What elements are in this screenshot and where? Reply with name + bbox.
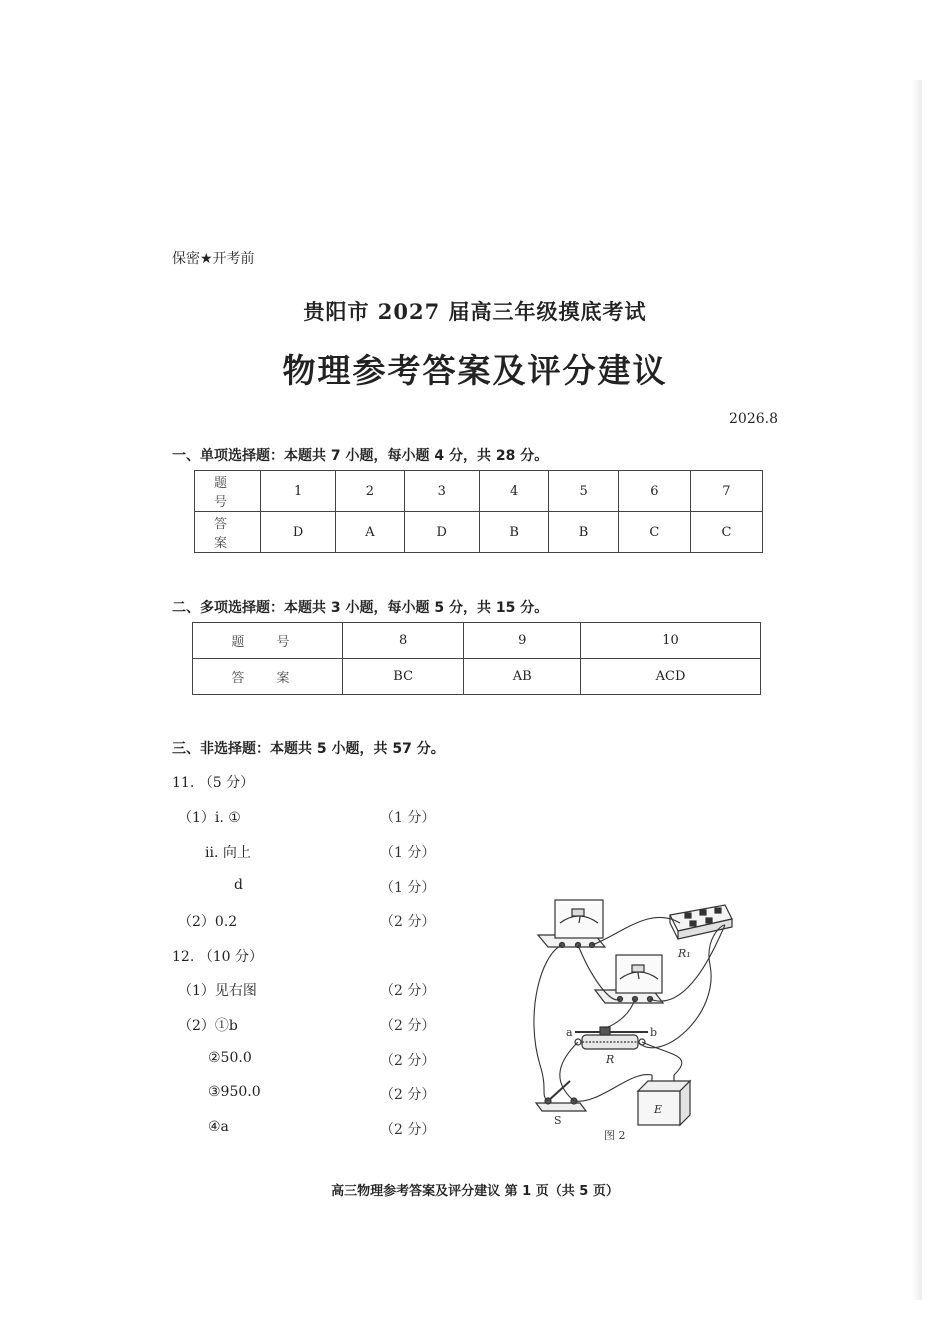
question-number: 5 (549, 471, 618, 512)
question-number: 8 (343, 623, 464, 659)
q11-item-4: （2）0.2 (178, 914, 238, 930)
page-edge-shadow (912, 80, 922, 1300)
table-row (195, 471, 763, 512)
rheostat-icon (575, 1027, 648, 1049)
table-row (193, 659, 761, 695)
ammeter-icon (538, 900, 605, 948)
section3-heading: 三、非选择题：本题共 5 小题，共 57 分。 (172, 741, 445, 757)
figure-caption: 图 2 (604, 1129, 626, 1142)
page-title: 物理参考答案及评分建议 (282, 351, 668, 390)
section1-heading: 一、单项选择题：本题共 7 小题，每小题 4 分，共 28 分。 (172, 448, 549, 464)
q12-item-2-score: （2 分） (380, 1018, 436, 1034)
answer-cell: B (549, 512, 618, 553)
q12-item-1: （1）见右图 (178, 983, 257, 999)
circuit-figure (520, 895, 745, 1145)
q11-item-2-score: （1 分） (380, 845, 436, 861)
row-label: 答 案 (193, 659, 343, 695)
question-number: 2 (336, 471, 404, 512)
q11-item-3-score: （1 分） (380, 880, 436, 896)
label-a: a (566, 1026, 573, 1039)
answer-cell: D (261, 512, 336, 553)
row-label: 答 案 (195, 512, 261, 553)
q11-item-2: ii. 向上 (205, 845, 251, 861)
q12-item-4-score: （2 分） (380, 1087, 436, 1103)
q12-item-4: ③950.0 (208, 1084, 261, 1100)
question-number: 7 (690, 471, 762, 512)
label-e: E (654, 1103, 663, 1116)
q11-title: 11. （5 分） (172, 775, 255, 791)
answer-cell: D (404, 512, 479, 553)
q12-item-1-score: （2 分） (380, 983, 436, 999)
exam-date: 2026.8 (729, 411, 778, 427)
voltmeter-icon (595, 955, 663, 1003)
answer-cell: B (479, 512, 548, 553)
question-number: 1 (261, 471, 336, 512)
q12-item-2: （2）①b (178, 1018, 238, 1034)
page-footer: 高三物理参考答案及评分建议 第 1 页（共 5 页） (331, 1184, 619, 1199)
question-number: 4 (479, 471, 548, 512)
section1-answer-table (194, 470, 763, 553)
section2-heading: 二、多项选择题：本题共 3 小题，每小题 5 分，共 15 分。 (172, 600, 549, 616)
confidential-mark: 保密★开考前 (172, 251, 255, 267)
battery-icon (638, 1075, 690, 1125)
question-number: 9 (464, 623, 581, 659)
q11-item-1: （1）i. ① (178, 810, 241, 826)
label-b: b (650, 1026, 658, 1039)
answer-cell: C (618, 512, 690, 553)
table-row (193, 623, 761, 659)
q11-item-4-score: （2 分） (380, 914, 436, 930)
q11-item-1-score: （1 分） (380, 810, 436, 826)
table-row (195, 512, 763, 553)
q12-item-3-score: （2 分） (380, 1053, 436, 1069)
section2-answer-table (192, 622, 761, 695)
row-label: 题 号 (193, 623, 343, 659)
answer-cell: C (690, 512, 762, 553)
question-number: 3 (404, 471, 479, 512)
row-label: 题 号 (195, 471, 261, 512)
label-r1: R₁ (678, 947, 691, 960)
answer-cell: ACD (581, 659, 761, 695)
answer-cell: AB (464, 659, 581, 695)
q12-item-5: ④a (208, 1119, 229, 1135)
exam-subtitle: 贵阳市 2027 届高三年级摸底考试 (303, 299, 647, 324)
question-number: 10 (581, 623, 761, 659)
q12-item-5-score: （2 分） (380, 1122, 436, 1138)
answer-cell: BC (343, 659, 464, 695)
q12-title: 12. （10 分） (172, 949, 263, 965)
answer-cell: A (336, 512, 404, 553)
label-s: S (554, 1114, 562, 1127)
q12-item-3: ②50.0 (208, 1050, 252, 1066)
question-number: 6 (618, 471, 690, 512)
q11-item-3: d (234, 877, 243, 893)
label-r: R (606, 1053, 615, 1066)
